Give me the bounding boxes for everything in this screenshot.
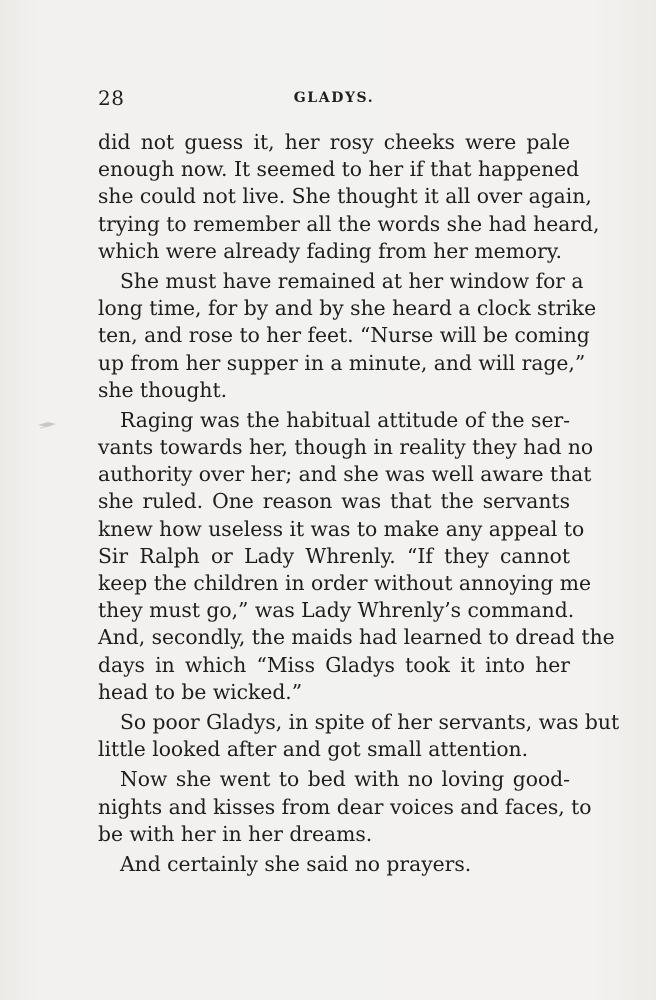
text-line: Now she went to bed with no loving good-	[120, 767, 570, 792]
text-line: keep the children in order without annoying me	[98, 571, 592, 595]
text-line: head to be wicked.”	[98, 679, 303, 704]
text-line: authority over her; and she was well aware that	[98, 462, 592, 487]
text-line: she could not live. She thought it all over again,	[98, 184, 592, 209]
text-line: be with her in her dreams.	[98, 821, 373, 846]
text-line: Sir Ralph or Lady Whrenly. “If they cannot	[98, 543, 570, 568]
page-header	[98, 86, 570, 116]
body-text	[98, 129, 620, 878]
text-line: nights and kisses from dear voices and faces, to	[98, 794, 592, 819]
text-line: she thought.	[98, 377, 228, 402]
text-line: they must go,” was Lady Whrenly’s command.	[98, 598, 575, 623]
margin-mark	[36, 418, 58, 432]
text-line: Raging was the habitual attitude of the ser-	[120, 407, 570, 432]
text-line: which were already fading from her memory.	[98, 238, 562, 263]
text-line: vants towards her, though in reality they had no	[98, 435, 594, 460]
page-number: 28	[98, 86, 125, 110]
text-line: trying to remember all the words she had heard,	[98, 211, 600, 236]
text-line: And, secondly, the maids had learned to dread the	[98, 625, 615, 650]
text-line: So poor Gladys, in spite of her servants, was but	[120, 709, 620, 734]
text-line: knew how useless it was to make any appeal to	[98, 516, 585, 541]
text-line: she ruled. One reason was that the servants	[98, 489, 570, 514]
running-title: GLADYS.	[293, 90, 375, 106]
text-line: ten, and rose to her feet. “Nurse will be coming	[98, 323, 590, 348]
text-line: up from her supper in a minute, and will rage,”	[98, 350, 586, 375]
text-line: enough now. It seemed to her if that happened	[98, 157, 580, 182]
text-line: days in which “Miss Gladys took it into her	[98, 652, 570, 677]
text-line: She must have remained at her window for a	[120, 268, 584, 293]
text-line: little looked after and got small attention.	[98, 737, 529, 762]
text-line: long time, for by and by she heard a clock strike	[98, 296, 597, 321]
text-line: did not guess it, her rosy cheeks were pale	[98, 130, 570, 154]
text-line: And certainly she said no prayers.	[120, 851, 472, 876]
